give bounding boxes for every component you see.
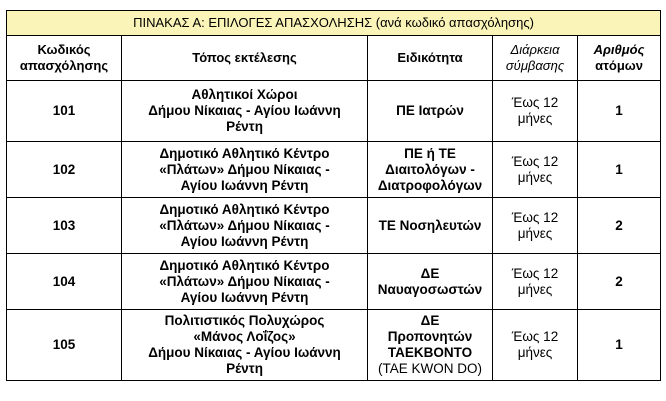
cell-location bbox=[122, 142, 368, 198]
cell-code: 103 bbox=[7, 198, 122, 254]
cell-persons: 1 bbox=[578, 81, 661, 142]
table-row bbox=[7, 81, 661, 142]
table-row bbox=[7, 254, 661, 310]
cell-location bbox=[122, 310, 368, 381]
cell-code: 101 bbox=[7, 81, 122, 142]
specialty-line: ΔΕ bbox=[420, 313, 440, 328]
cell-duration bbox=[493, 310, 578, 381]
location-line: Ρέντη bbox=[226, 361, 263, 376]
location-line: «Μάνος Λοΐζος» bbox=[193, 329, 296, 344]
cell-persons: 1 bbox=[578, 142, 661, 198]
cell-specialty bbox=[368, 254, 493, 310]
specialty-line: ΠΕ ή ΤΕ bbox=[404, 145, 456, 161]
specialty-line: ΤΕ Νοσηλευτών bbox=[378, 217, 482, 233]
header-persons-line-1: Αριθμός bbox=[593, 42, 645, 57]
cell-duration bbox=[493, 198, 578, 254]
header-code-line-2: απασχόλησης bbox=[19, 58, 109, 73]
location-line: Αγίου Ιωάννη Ρέντη bbox=[180, 177, 309, 193]
specialty-line: Ναυαγοσωστών bbox=[377, 281, 483, 297]
cell-location bbox=[122, 198, 368, 254]
cell-persons: 2 bbox=[578, 198, 661, 254]
table-header-row bbox=[7, 36, 661, 81]
location-line: «Πλάτων» Δήμου Νίκαιας - bbox=[159, 273, 330, 289]
table-row bbox=[7, 198, 661, 254]
location-line: Αγίου Ιωάννη Ρέντη bbox=[180, 233, 309, 249]
cell-duration bbox=[493, 81, 578, 142]
location-line: Δημοτικό Αθλητικό Κέντρο bbox=[159, 257, 330, 273]
location-line: Δημοτικό Αθλητικό Κέντρο bbox=[159, 201, 330, 217]
duration-line: Έως 12 bbox=[511, 153, 559, 169]
specialty-line: Προπονητών bbox=[387, 329, 473, 344]
duration-line: Έως 12 bbox=[511, 265, 559, 281]
header-code bbox=[7, 36, 122, 81]
location-line: Αγίου Ιωάννη Ρέντη bbox=[180, 289, 309, 305]
cell-persons: 1 bbox=[578, 310, 661, 381]
cell-duration bbox=[493, 254, 578, 310]
header-duration bbox=[493, 36, 578, 81]
specialty-line: ΔΕ bbox=[420, 265, 440, 281]
location-line: Ρέντη bbox=[226, 119, 263, 134]
location-line: Δήμου Νίκαιας - Αγίου Ιωάννη bbox=[148, 345, 341, 360]
duration-line: Έως 12 bbox=[511, 209, 559, 225]
duration-line: μήνες bbox=[517, 281, 553, 297]
cell-location bbox=[122, 81, 368, 142]
table-row bbox=[7, 142, 661, 198]
cell-specialty bbox=[368, 142, 493, 198]
location-line: Αθλητικοί Χώροι bbox=[191, 87, 298, 102]
header-persons-line-2: ατόμων bbox=[595, 58, 643, 73]
employment-table bbox=[6, 10, 661, 381]
location-line: Δημοτικό Αθλητικό Κέντρο bbox=[159, 145, 330, 161]
duration-line: Έως 12 bbox=[511, 95, 559, 110]
specialty-line: TAEKBONTO bbox=[387, 345, 473, 360]
table-row bbox=[7, 310, 661, 381]
duration-line: μήνες bbox=[517, 345, 553, 360]
duration-line: μήνες bbox=[517, 225, 553, 241]
specialty-note: (TAE KWON DO) bbox=[378, 361, 482, 376]
duration-line: Έως 12 bbox=[511, 329, 559, 344]
cell-code: 105 bbox=[7, 310, 122, 381]
specialty-line: Διατροφολόγων bbox=[377, 177, 483, 193]
header-location: Τόπος εκτέλεσης bbox=[122, 36, 368, 81]
cell-code: 104 bbox=[7, 254, 122, 310]
location-line: «Πλάτων» Δήμου Νίκαιας - bbox=[159, 161, 330, 177]
cell-location bbox=[122, 254, 368, 310]
table-title: ΠΙΝΑΚΑΣ Α: ΕΠΙΛΟΓΕΣ ΑΠΑΣΧΟΛΗΣΗΣ (ανά κωδικό απασχόλησης) bbox=[7, 11, 661, 36]
cell-specialty bbox=[368, 81, 493, 142]
location-line: «Πλάτων» Δήμου Νίκαιας - bbox=[159, 217, 330, 233]
header-persons bbox=[578, 36, 661, 81]
header-duration-line-2: σύμβασης bbox=[505, 58, 565, 73]
header-code-line-1: Κωδικός bbox=[37, 42, 91, 57]
duration-line: μήνες bbox=[517, 169, 553, 185]
header-specialty: Ειδικότητα bbox=[368, 36, 493, 81]
header-duration-line-1: Διάρκεια bbox=[510, 42, 560, 57]
specialty-line: ΠΕ Ιατρών bbox=[396, 103, 464, 118]
cell-code: 102 bbox=[7, 142, 122, 198]
duration-line: μήνες bbox=[517, 111, 553, 126]
table-title-row bbox=[7, 11, 661, 36]
cell-specialty bbox=[368, 310, 493, 381]
specialty-line: Διαιτολόγων - bbox=[385, 161, 475, 177]
location-line: Πολιτιστικός Πολυχώρος bbox=[164, 313, 325, 328]
cell-persons: 2 bbox=[578, 254, 661, 310]
location-line: Δήμου Νίκαιας - Αγίου Ιωάννη bbox=[148, 103, 341, 118]
cell-specialty bbox=[368, 198, 493, 254]
cell-duration bbox=[493, 142, 578, 198]
